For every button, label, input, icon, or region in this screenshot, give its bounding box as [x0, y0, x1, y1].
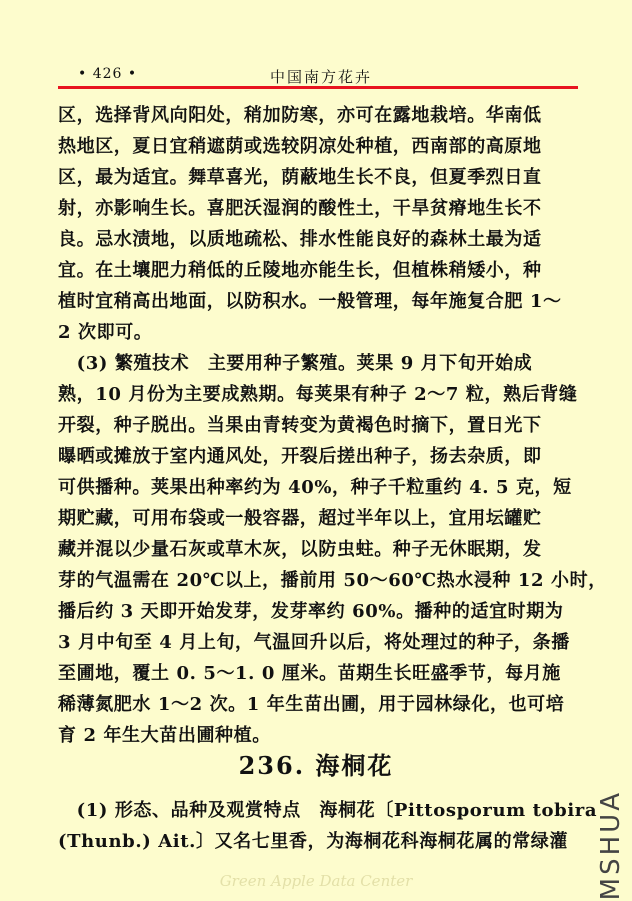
text-line: 射，亦影响生长。喜肥沃湿润的酸性土，干旱贫瘠地生长不: [58, 198, 542, 219]
page-header: [60, 62, 578, 88]
header-rule: [58, 86, 578, 89]
running-title: 中国南方花卉: [270, 68, 373, 86]
text-line: 芽的气温需在 20℃以上，播前用 50～60℃热水浸种 12 小时，: [58, 570, 607, 591]
text-line: 至圃地，覆土 0. 5～1. 0 厘米。苗期生长旺盛季节，每月施: [58, 663, 561, 684]
text-line: 区，最为适宜。舞草喜光，荫蔽地生长不良，但夏季烈日直: [58, 167, 542, 188]
text-line: 曝晒或摊放于室内通风处，开裂后搓出种子，扬去杂质，即: [58, 446, 542, 467]
text-line: 2 次即可。: [58, 322, 153, 343]
text-line: 区，选择背风向阳处，稍加防寒，亦可在露地栽培。华南低: [58, 105, 542, 126]
text-line: (3) 繁殖技术 主要用种子繁殖。荚果 9 月下旬开始成: [58, 353, 533, 374]
text-line: 良。忌水渍地，以质地疏松、排水性能良好的森林土最为适: [58, 229, 542, 250]
text-line: 稀薄氮肥水 1～2 次。1 年生苗出圃，用于园林绿化，也可培: [58, 694, 565, 715]
text-line: 藏并混以少量石灰或草木灰，以防虫蛀。种子无休眠期，发: [58, 539, 542, 560]
body-text-top: [58, 100, 607, 751]
bottom-watermark: Green Apple Data Center: [219, 872, 413, 890]
text-line: 热地区，夏日宜稍遮荫或选较阴凉处种植，西南部的高原地: [58, 136, 542, 157]
page-number: • 426 •: [78, 66, 138, 82]
text-line: 期贮藏，可用布袋或一般容器，超过半年以上，宜用坛罐贮: [58, 508, 542, 529]
text-line: 熟，10 月份为主要成熟期。每荚果有种子 2～7 粒，熟后背缝: [58, 384, 578, 405]
text-line: 开裂，种子脱出。当果由青转变为黄褐色时摘下，置日光下: [58, 415, 542, 436]
text-line: (Thunb.) Ait.〕又名七里香，为海桐花科海桐花属的常绿灌: [58, 831, 568, 852]
text-line: 可供播种。荚果出种率约为 40%，种子千粒重约 4. 5 克，短: [58, 477, 572, 498]
text-line: 植时宜稍高出地面，以防积水。一般管理，每年施复合肥 1～: [58, 291, 562, 312]
text-line: 播后约 3 天即开始发芽，发芽率约 60%。播种的适宜时期为: [58, 601, 564, 622]
text-line: 3 月中旬至 4 月上旬，气温回升以后，将处理过的种子，条播: [58, 632, 570, 653]
side-watermark: MSHUA: [596, 790, 626, 901]
text-line: 育 2 年生大苗出圃种植。: [58, 725, 271, 746]
text-line: (1) 形态、品种及观赏特点 海桐花〔Pittosporum tobira: [58, 800, 598, 821]
section-heading: 236. 海桐花: [238, 751, 394, 780]
text-line: 宜。在土壤肥力稍低的丘陵地亦能生长，但植株稍矮小，种: [58, 260, 542, 281]
body-text-bottom: [58, 795, 598, 857]
